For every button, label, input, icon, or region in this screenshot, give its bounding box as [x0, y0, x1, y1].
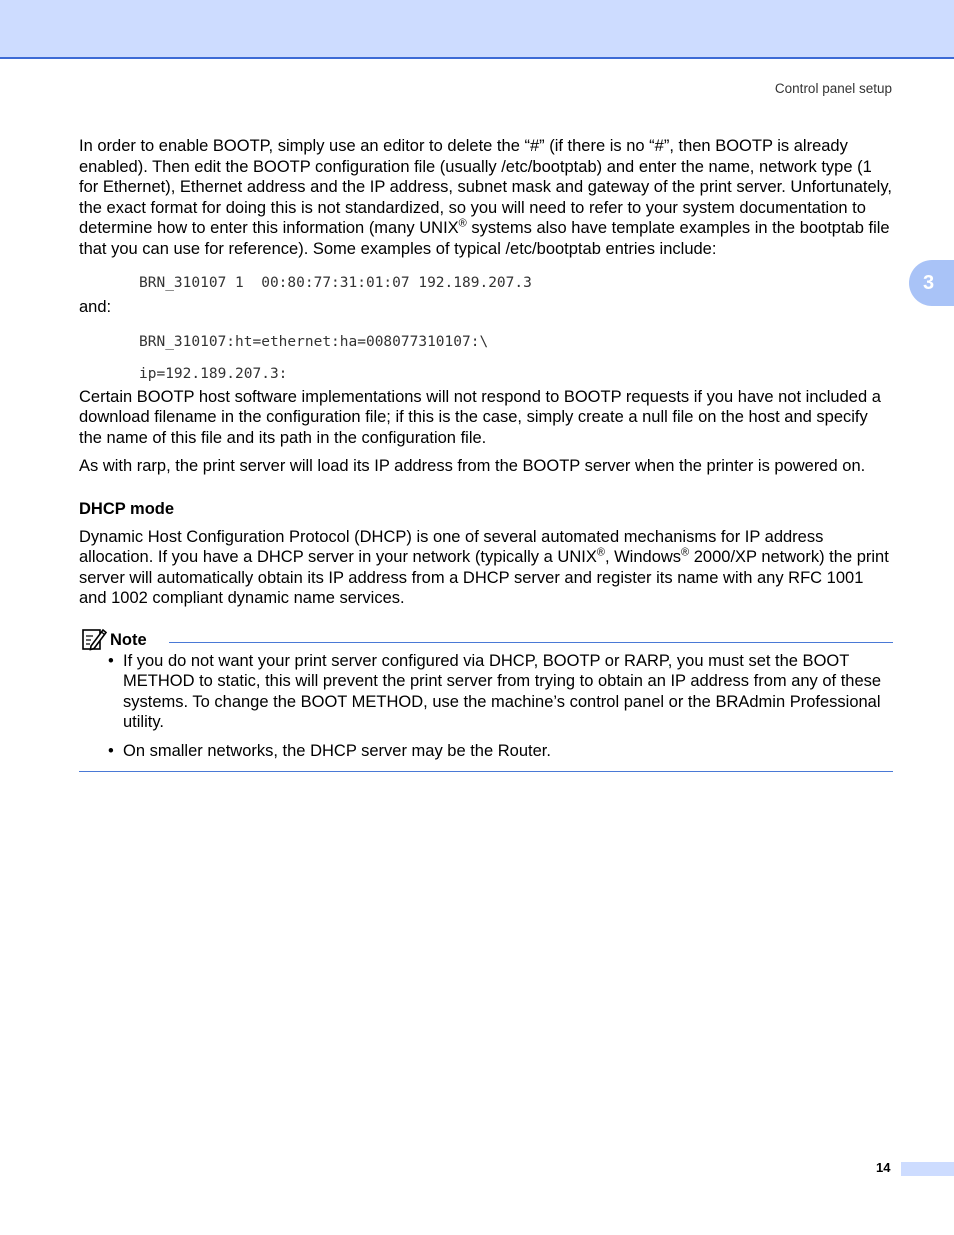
note-box	[79, 627, 893, 773]
code-example-2-line-2: ip=192.189.207.3:	[139, 365, 288, 382]
dhcp-paragraph	[79, 527, 893, 609]
dhcp-heading: DHCP mode	[79, 499, 175, 518]
page-number: 14	[876, 1160, 891, 1175]
bullet-icon: •	[108, 741, 114, 760]
bootp-host-paragraph: Certain BOOTP host software implementations will not respond to BOOTP requests if you have not included a download filename in the configuration file; if this is the case, simply create a null file on the host and specify the name of this file and its path in the configuration file.	[79, 387, 881, 447]
note-list	[79, 651, 893, 762]
bullet-icon: •	[108, 651, 114, 670]
dhcp-text-c: 2000/XP network) the print server will automatically obtain its IP address from a DHCP server and register its name with any RFC 1001 and 1002 compliant dynamic name services.	[79, 548, 889, 607]
note-header	[79, 627, 893, 651]
note-label: Note	[110, 630, 147, 649]
note-item-text: If you do not want your print server configured via DHCP, BOOTP or RARP, you must set the BOOT METHOD to static, this will prevent the print server from trying to obtain an IP address from any of these systems. To change the BOOT METHOD, use the machine’s control panel or the BRAdmin Professional utility.	[123, 651, 882, 731]
registered-mark: ®	[458, 217, 467, 230]
page-number-band	[901, 1162, 954, 1176]
intro-text-a: In order to enable BOOTP, simply use an editor to delete the “#” (if there is no “#”, then BOOTP is already enabled). Then edit the BOOTP configuration file (usually /etc/bootptab) and enter the name, network type (1 for Ethernet), Ethernet address and the IP address, subnet mask and gateway of the print server. Unfortunately, the exact format for doing this is not standardized, so you will need to refer to your system documentation to determine how to enter this information (many UNIX	[79, 137, 892, 237]
registered-mark: ®	[681, 546, 690, 559]
section-title: Control panel setup	[774, 81, 892, 96]
note-pencil-icon	[81, 627, 107, 651]
note-item-text: On smaller networks, the DHCP server may be the Router.	[123, 741, 551, 760]
page-content	[79, 136, 893, 772]
intro-text-b: systems also have template examples in the bootptab file that you can use for reference). Some examples of typical /etc/bootptab entries include:	[79, 219, 890, 258]
list-item	[79, 741, 893, 762]
list-item	[79, 651, 893, 733]
note-top-rule	[169, 642, 893, 643]
dhcp-text-b: , Windows	[604, 548, 682, 566]
rarp-paragraph: As with rarp, the print server will load its IP address from the BOOTP server when the printer is powered on.	[79, 457, 866, 475]
chapter-tab: 3	[909, 260, 954, 306]
note-bottom-rule	[79, 771, 893, 772]
code-example-2-line-1: BRN_310107:ht=ethernet:ha=008077310107:\	[139, 333, 489, 350]
dhcp-text-a: Dynamic Host Configuration Protocol (DHCP) is one of several automated mechanisms for IP address allocation. If you have a DHCP server in your network (typically a UNIX	[79, 527, 824, 566]
top-header-band	[0, 0, 954, 59]
registered-mark: ®	[596, 546, 605, 559]
and-text: and:	[79, 298, 112, 316]
code-example-1: BRN_310107 1 00:80:77:31:01:07 192.189.207.3	[139, 275, 532, 291]
bootp-intro-paragraph	[79, 136, 893, 259]
